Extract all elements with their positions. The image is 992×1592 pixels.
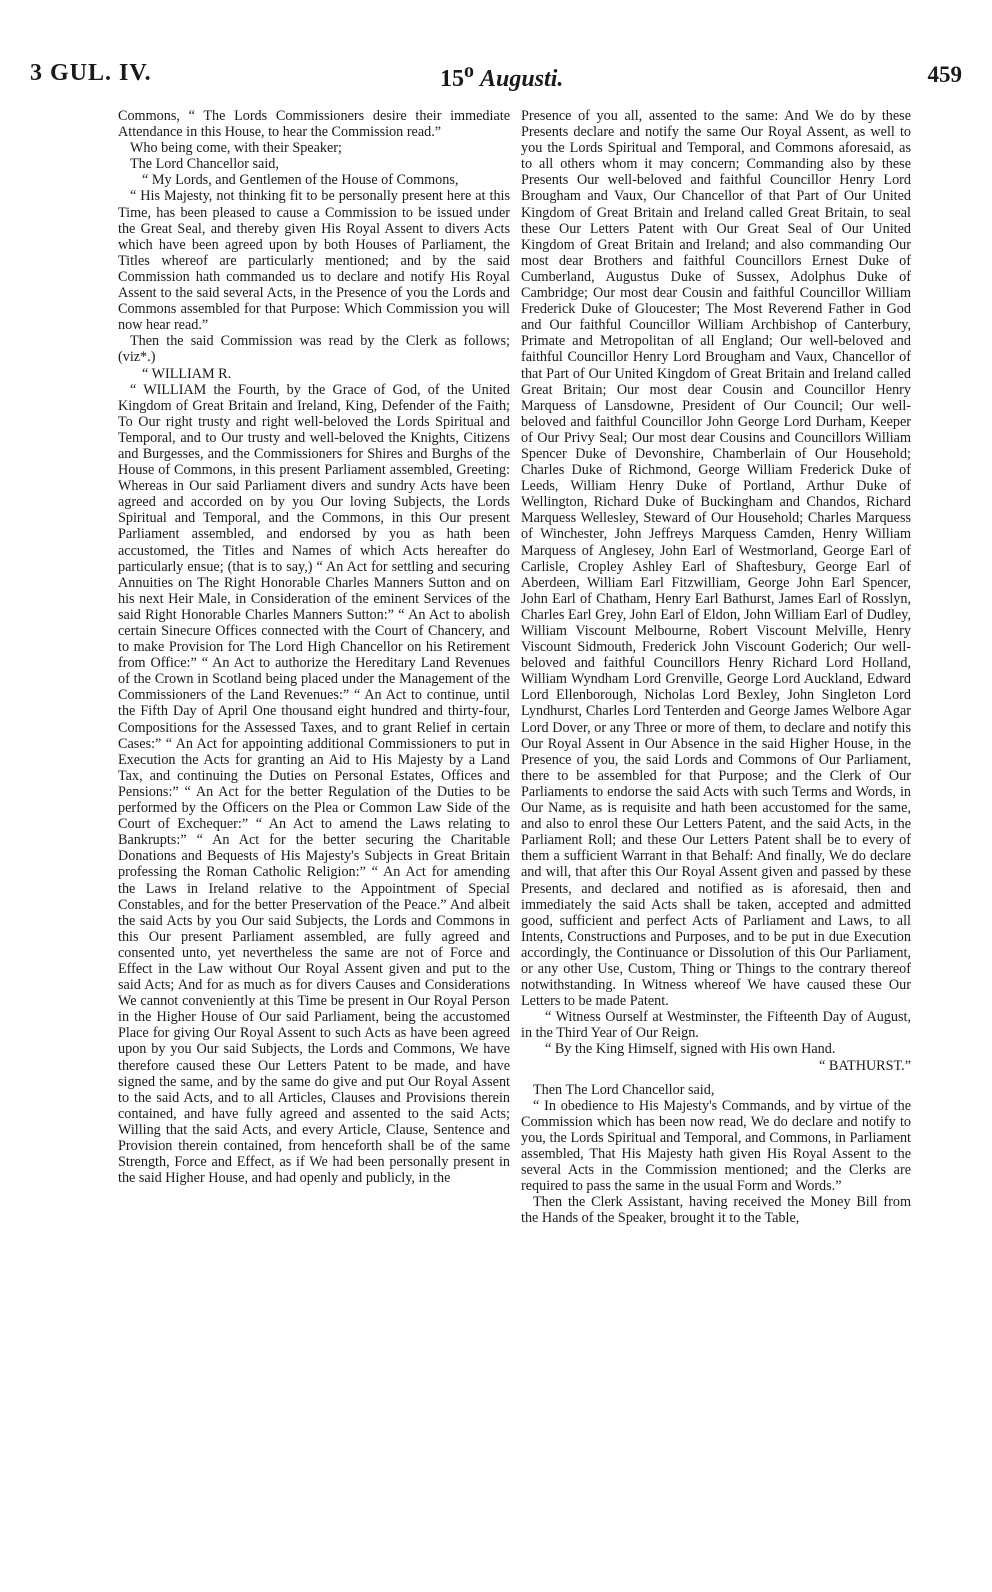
- paragraph: The Lord Chancellor said,: [130, 156, 279, 173]
- page-number: 459: [927, 62, 962, 87]
- paragraph: “ By the King Himself, signed with His own Hand.: [545, 1041, 836, 1058]
- date-month: Augusti.: [480, 66, 564, 92]
- paragraph: “ Witness Ourself at Westminster, the Fifteenth Day of August, in the Third Year of Our Reign.: [521, 1009, 911, 1042]
- paragraph: “ WILLIAM R.: [142, 365, 232, 382]
- paragraph: Then the Clerk Assistant, having received the Money Bill from the Hands of the Speaker, brought it to the Table,: [521, 1194, 911, 1227]
- paragraph: “ In obedience to His Majesty's Commands, and by virtue of the Commission which has been now read, We do declare and notify to you, the Lords Spiritual and Temporal, and Commons, in Parliament assembled, That His Majesty hath given His Royal Assent to the several Acts in the Commission mentioned; and the Clerks are required to pass the same in the usual Form and Words.”: [521, 1097, 911, 1195]
- running-head-left: 3 GUL. IV.: [30, 60, 152, 86]
- paragraph: “ My Lords, and Gentlemen of the House of Commons,: [142, 172, 459, 189]
- running-head-date: [440, 60, 563, 93]
- paragraph: Commons, “ The Lords Commissioners desire their immediate Attendance in this House, to hear the Commission read.”: [118, 108, 510, 141]
- paragraph: “ His Majesty, not thinking fit to be personally present here at this Time, has been pleased to cause a Commission to be issued under the Great Seal, and thereby given His Royal Assent to divers Acts which have been agreed upon by both Houses of Parliament, the Titles whereof are particularly mentioned; and by the said Commission hath commanded us to declare and notify His Royal Assent to the said several Acts, in the Presence of you the Lords and Commons assembled for that Purpose: Which Commission you will now hear read.”: [118, 188, 510, 334]
- date-day: 15: [440, 66, 464, 92]
- paragraph: “ WILLIAM the Fourth, by the Grace of God, of the United Kingdom of Great Britain and Ireland, King, Defender of the Faith; To Our right trusty and right well-beloved the Lords Spiritual and Temporal, and to Our trusty and well-beloved the Knights, Citizens and Burgesses, and the Commissioners for Shires and Burghs of the House of Commons, in this present Parliament assembled, Greeting: Whereas in Our said Parliament divers and sundry Acts have been agreed and accorded on by you Our loving Subjects, the Lords Spiritual and Temporal, and the Commons, in this Our present Parliament assembled, and endorsed by you as hath been accustomed, the Titles and Names of which Acts hereafter do particularly ensue; (that is to say,) “ An Act for settling and securing Annuities on The Right Honorable Charles Manners Sutton and on his next Heir Male, in Consideration of the eminent Services of the said Right Honorable Charles Manners Sutton:” “ An Act to abolish certain Sinecure Offices connected with the Court of Chancery, and to make Provision for The Lord High Chancellor on his Retirement from Office:” “ An Act to authorize the Hereditary Land Revenues of the Crown in Scotland being placed under the Management of the Commissioners of the Land Revenues:” “ An Act to continue, until the Fifth Day of April One thousand eight hundred and thirty-four, Compositions for the Assessed Taxes, and to grant Relief in certain Cases:” “ An Act for appointing additional Commissioners to put in Execution the Acts for granting an Aid to His Majesty by a Land Tax, and continuing the Duties on Personal Estates, Offices and Pensions:” “ An Act for the better Regulation of the Duties to be performed by the Officers on the Plea or Common Law Side of the Court of Exchequer:” “ An Act to amend the Laws relating to Bankrupts:” “ An Act for the better securing the Charitable Donations and Bequests of His Majesty's Subjects in Great Britain professing the Roman Catholic Religion:” “ An Act for amending the Laws in Ireland relative to the Appointment of Special Constables, and for the better Preservation of the Peace.” And albeit the said Acts by you Our said Subjects, the Lords and Commons in this Our present Parliament assembled, are fully agreed and consented unto, yet nevertheless the same are not of Force and Effect in the Law without Our Royal Assent given and put to the said Acts; And for as much as for divers Causes and Considerations We cannot conveniently at this Time be present in Our Royal Person in the Higher House of Our said Parliament, being the accustomed Place for giving Our Royal Assent to such Acts as have been agreed upon by you Our said Subjects, the Lords and Commons, We have therefore caused these Our Letters Patent to be made, and have signed the same, and by the same do give and put Our Royal Assent to the said Acts, and to all Articles, Clauses and Provisions therein contained, and have fully agreed and assented to the said Acts; Willing that the said Acts, and every Article, Clause, Sentence and Provision therein contained, from henceforth shall be of the same Strength, Force and Effect, as if We had been personally present in the said Higher House, and had openly and publicly, in the: [118, 381, 510, 1187]
- paragraph: Then The Lord Chancellor said,: [533, 1081, 715, 1098]
- date-sup: o: [464, 60, 474, 82]
- left-column: [118, 108, 510, 1186]
- right-column: [521, 108, 911, 1226]
- paragraph: Then the said Commission was read by the Clerk as follows; (viz*.): [118, 333, 510, 366]
- spacer: [521, 1074, 911, 1082]
- paragraph: Who being come, with their Speaker;: [130, 140, 342, 157]
- paragraph: Presence of you all, assented to the same: And We do by these Presents declare and notify the same Our Royal Assent, as well to you the Lords Spiritual and Temporal, and Commons aforesaid, as to all others whom it may concern; Commanding also by these Presents Our well-beloved and faithful Councillor Henry Lord Brougham and Vaux, Our Chancellor of that Part of Our United Kingdom of Great Britain and Ireland called Great Britain, to seal these Our Letters Patent with Our Great Seal of Our United Kingdom of Great Britain and Ireland; and also commanding Our most dear Brothers and faithful Councillors Ernest Duke of Cumberland, Augustus Duke of Sussex, Adolphus Duke of Cambridge; Our most dear Cousin and faithful Councillor William Frederick Duke of Gloucester; The Most Reverend Father in God and Our faithful Councillor William Archbishop of Canterbury, Primate and Metropolitan of all England; Our well-beloved and faithful Councillor Henry Lord Brougham and Vaux, Chancellor of that Part of Our United Kingdom of Great Britain and Ireland called Great Britain; Our most dear Cousin and Councillor Henry Marquess of Lansdowne, President of Our Council; Our well-beloved and faithful Councillor John George Lord Durham, Keeper of Our Privy Seal; Our most dear Cousins and Councillors William Spencer Duke of Devonshire, Chamberlain of Our Household; Charles Duke of Richmond, George William Frederick Duke of Leeds, William Henry Duke of Portland, Arthur Duke of Wellington, Richard Duke of Buckingham and Chandos, Richard Marquess Wellesley, Steward of Our Household; Charles Marquess of Winchester, John Jeffreys Marquess Camden, Henry William Marquess of Anglesey, John Earl of Westmorland, George Earl of Carlisle, Cropley Ashley Earl of Shaftesbury, George Earl of Aberdeen, William Earl Fitzwilliam, George John Earl Spencer, John Earl of Chatham, Henry Earl Bathurst, James Earl of Rosslyn, Charles Earl Grey, John Earl of Eldon, John William Earl of Dudley, William Viscount Melbourne, Robert Viscount Melville, Henry Viscount Sidmouth, Frederick John Viscount Goderich; Our well-beloved and faithful Councillors Henry Richard Lord Holland, William Wyndham Lord Grenville, George Lord Auckland, Edward Lord Ellenborough, Nicholas Lord Bexley, John Singleton Lord Lyndhurst, Charles Lord Tenterden and George James Welbore Agar Lord Dover, or any Three or more of them, to declare and notify this Our Royal Assent in Our Absence in the said Higher House, in the Presence of you, the said Lords and Commons of Our Parliament, there to be assembled for that Purpose; and the Clerk of Our Parliaments to endorse the said Acts with such Terms and Words, in Our Name, as is requisite and hath been accustomed for the same, and also to enrol these Our Letters Patent, and the said Acts, in the Parliament Roll; and these Our Letters Patent shall be to every of them a sufficient Warrant in that Behalf: And finally, We do declare and will, that after this Our Royal Assent given and passed by these Presents, and declared and notified as is aforesaid, then and immediately the said Acts shall be taken, accepted and admitted good, sufficient and perfect Acts of Parliament and Laws, to all Intents, Constructions and Purposes, and to be put in due Execution accordingly, the Continuance or Dissolution of this Our Parliament, or any other Use, Custom, Thing or Things to the contrary thereof notwithstanding. In Witness whereof We have caused these Our Letters to be made Patent.: [521, 108, 911, 1010]
- page-header: [0, 0, 992, 100]
- signature-line: “ BATHURST.”: [819, 1057, 911, 1074]
